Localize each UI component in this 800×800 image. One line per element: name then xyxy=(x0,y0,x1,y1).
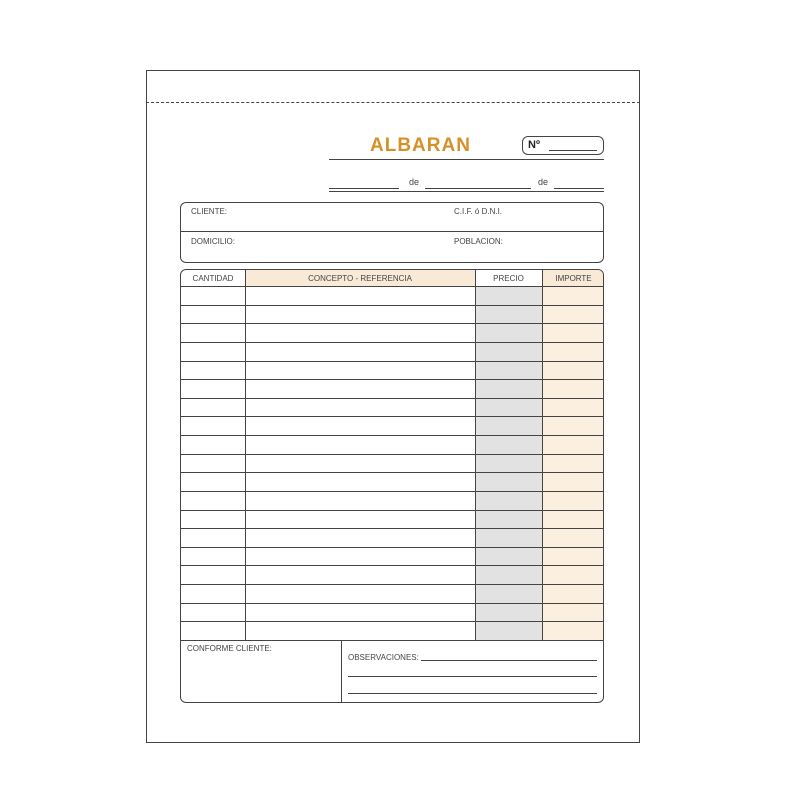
date-day-line[interactable] xyxy=(329,188,399,189)
table-row-line xyxy=(181,398,603,399)
date-underline xyxy=(329,191,604,192)
table-row-line xyxy=(181,286,603,287)
table-row-line xyxy=(181,528,603,529)
document-title: ALBARAN xyxy=(370,135,471,156)
number-label: Nº xyxy=(528,139,540,151)
header-concepto: CONCEPTO - REFERENCIA xyxy=(245,270,475,286)
observaciones-line-2[interactable] xyxy=(348,676,597,677)
title-rule xyxy=(329,159,604,160)
perforation-line xyxy=(146,102,640,103)
table-row-line xyxy=(181,547,603,548)
domicilio-label: DOMICILIO: xyxy=(191,237,236,246)
observaciones-line-1[interactable] xyxy=(421,660,597,661)
cliente-label: CLIENTE: xyxy=(191,207,228,216)
number-field[interactable] xyxy=(522,136,604,155)
header-cantidad: CANTIDAD xyxy=(192,273,234,283)
table-row-line xyxy=(181,640,603,641)
table-row-line xyxy=(181,454,603,455)
footer-divider xyxy=(341,640,342,702)
observaciones-label: OBSERVACIONES: xyxy=(348,653,419,662)
date-month-line[interactable] xyxy=(425,188,531,189)
table-row-line xyxy=(181,472,603,473)
date-separator-2: de xyxy=(538,177,549,187)
table-row-line xyxy=(181,361,603,362)
table-row-line xyxy=(181,603,603,604)
number-line xyxy=(549,150,597,151)
date-line xyxy=(329,176,604,190)
table-row-line xyxy=(181,510,603,511)
table-row-line xyxy=(181,342,603,343)
client-divider xyxy=(181,231,603,232)
precio-column xyxy=(475,286,542,640)
table-row-line xyxy=(181,491,603,492)
cif-label: C.I.F. ó D.N.I. xyxy=(454,207,503,216)
client-info-box xyxy=(180,202,604,263)
table-row-line xyxy=(181,621,603,622)
observaciones-line-3[interactable] xyxy=(348,693,597,694)
importe-column xyxy=(542,286,604,640)
date-year-line[interactable] xyxy=(554,188,604,189)
header-precio: PRECIO xyxy=(493,273,524,283)
conforme-cliente-label: CONFORME CLIENTE: xyxy=(187,644,272,653)
date-separator-1: de xyxy=(409,177,420,187)
table-row-line xyxy=(181,379,603,380)
table-row-line xyxy=(181,565,603,566)
table-row-line xyxy=(181,416,603,417)
poblacion-label: POBLACION: xyxy=(454,237,503,246)
table-row-line xyxy=(181,323,603,324)
table-row-line xyxy=(181,305,603,306)
table-row-line xyxy=(181,435,603,436)
items-table xyxy=(180,269,604,703)
table-row-line xyxy=(181,584,603,585)
header-importe: IMPORTE xyxy=(542,270,604,286)
